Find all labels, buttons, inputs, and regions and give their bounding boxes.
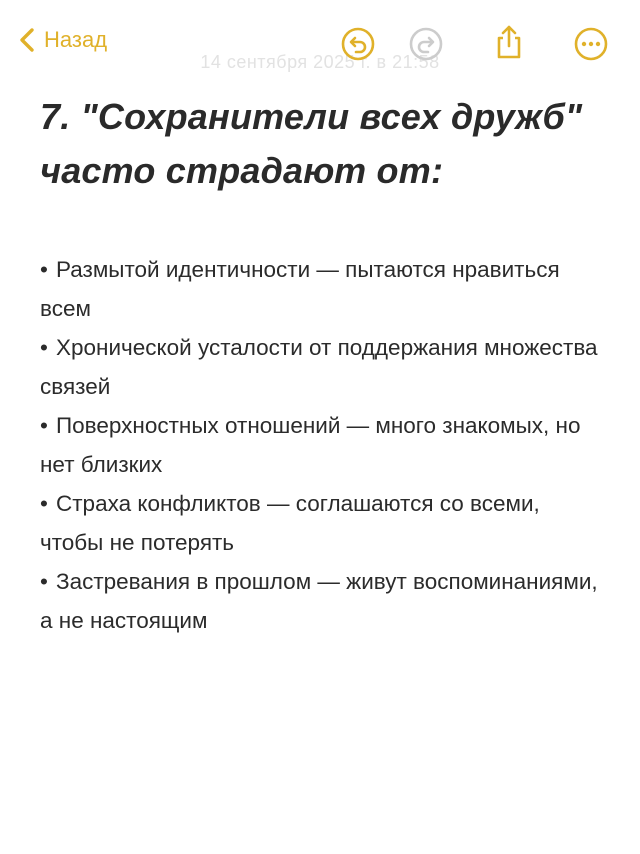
- list-item: [40, 328, 600, 406]
- note-title: 7. "Сохранители всех дружб" часто страдают от:: [40, 96, 583, 191]
- share-icon: [491, 24, 527, 60]
- navigation-bar: [0, 0, 640, 88]
- bullet-marker: •: [40, 257, 48, 282]
- list-item-text: Поверхностных отношений — много знакомых, но нет близких: [40, 413, 581, 477]
- undo-icon: [340, 26, 376, 62]
- bullet-marker: •: [40, 491, 48, 516]
- redo-icon: [408, 26, 444, 62]
- bullet-marker: •: [40, 413, 48, 438]
- list-item-text: Хронической усталости от поддержания множества связей: [40, 335, 598, 399]
- note-body[interactable]: [40, 90, 620, 640]
- bullet-list: [40, 250, 600, 640]
- chevron-left-icon: [16, 26, 38, 54]
- back-button-label: Назад: [44, 27, 108, 52]
- undo-button[interactable]: [340, 26, 376, 62]
- list-item-text: Страха конфликтов — соглашаются со всеми, чтобы не потерять: [40, 491, 540, 555]
- note-date: 14 сентября 2025 г. в 21:58: [200, 52, 440, 72]
- list-item-text: Застревания в прошлом — живут воспоминаниями, а не настоящим: [40, 569, 598, 633]
- list-item: [40, 250, 600, 328]
- redo-button[interactable]: [408, 26, 444, 62]
- bullet-marker: •: [40, 569, 48, 594]
- bullet-marker: •: [40, 335, 48, 360]
- list-item: [40, 406, 600, 484]
- back-button[interactable]: [16, 26, 107, 54]
- list-item-text: Размытой идентичности — пытаются нравиться всем: [40, 257, 560, 321]
- share-button[interactable]: [491, 24, 527, 60]
- list-item: [40, 562, 600, 640]
- more-icon: [573, 26, 609, 62]
- list-item: [40, 484, 600, 562]
- more-button[interactable]: [573, 26, 609, 62]
